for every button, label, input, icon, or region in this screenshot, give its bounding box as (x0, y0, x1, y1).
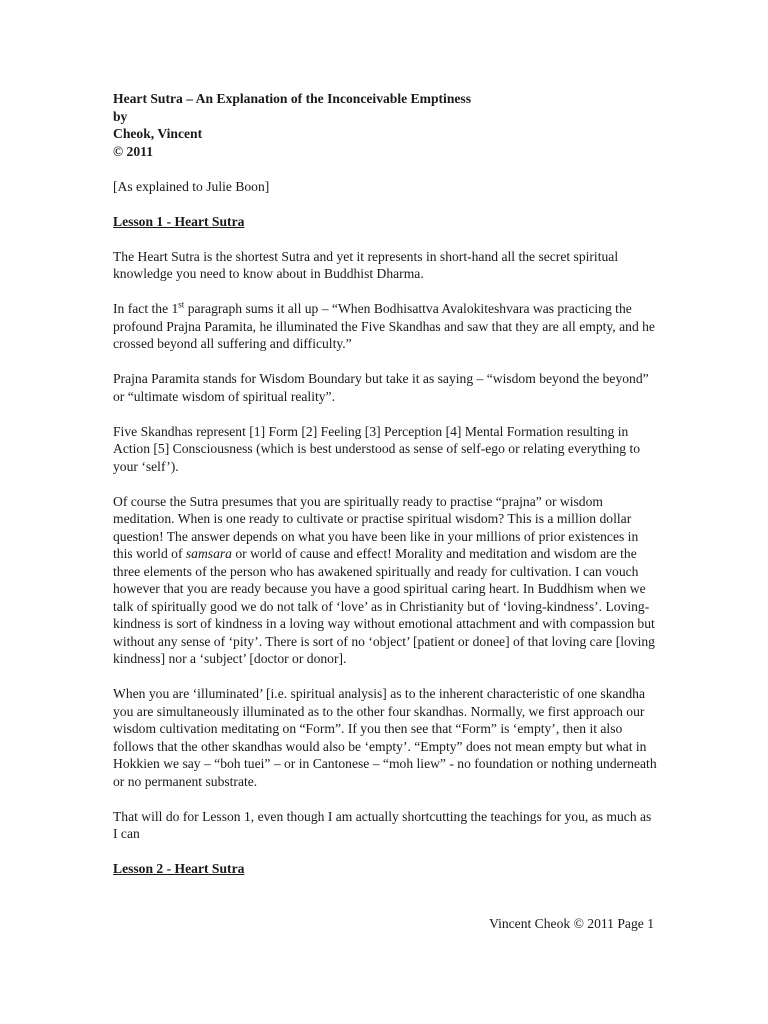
paragraph-2 (113, 300, 658, 353)
paragraph-6: When you are ‘illuminated’ [i.e. spiritual analysis] as to the inherent characteristic of one skandha you are simultaneously illuminated as to the other four skandhas. Normally, we first approach our wisdom cultivation meditating on “Form”. If you then see that “Form” is ‘empty’, then it also follows that the other skandhas would also be ‘empty’. “Empty” does not mean empty but what in Hokkien we say – “boh tuei” – or in Cantonese – “moh liew” - no foundation or nothing underneath or no permanent substrate. (113, 686, 657, 789)
paragraph-5-part-b: or world of cause and effect! Morality and meditation and wisdom are the three elements of the person who has awakened spiritually and ready for cultivation. I can vouch however that you are ready because you have a good spiritual caring heart. In Buddhism when we talk of spiritually good we do not talk of ‘love’ as in Christianity but of ‘loving-kindness’. Loving-kindness is sort of kindness in a loving way without emotional attachment and with compassion but without any sense of ‘pity’. There is sort of no ‘object’ [patient or donee] of that loving care [loving kindness] nor a ‘subject’ [doctor or donor]. (113, 546, 655, 666)
paragraph-5 (113, 493, 658, 668)
paragraph-2-pre: In fact the 1 (113, 301, 179, 316)
document-page (113, 90, 658, 878)
paragraph-2-post: paragraph sums it all up – “When Bodhisattva Avalokiteshvara was practicing the profound Prajna Paramita, he illuminated the Five Skandhas and saw that they are all empty, and he crossed beyond all suffering and difficulty.” (113, 301, 655, 351)
page-footer: Vincent Cheok © 2011 Page 1 (489, 916, 654, 931)
byline-by: by (113, 108, 128, 124)
paragraph-4: Five Skandhas represent [1] Form [2] Feeling [3] Perception [4] Mental Formation resulting in Action [5] Consciousness (which is best understood as sense of self-ego or relating everything to your ‘self’). (113, 423, 641, 474)
lesson-1-heading: Lesson 1 - Heart Sutra (113, 213, 245, 229)
dedication-note: [As explained to Julie Boon] (113, 178, 270, 194)
lesson-2-heading: Lesson 2 - Heart Sutra (113, 861, 245, 876)
author-name: Cheok, Vincent (113, 126, 203, 141)
paragraph-3: Prajna Paramita stands for Wisdom Boundary but take it as saying – “wisdom beyond the beyond” or “ultimate wisdom of spiritual reality”. (113, 371, 649, 404)
samsara-term: samsara (185, 546, 232, 561)
document-title: Heart Sutra – An Explanation of the Inconceivable Emptiness (113, 91, 471, 106)
paragraph-1: The Heart Sutra is the shortest Sutra and yet it represents in short-hand all the secret spiritual knowledge you need to know about in Buddhist Dharma. (113, 248, 619, 281)
paragraph-7: That will do for Lesson 1, even though I am actually shortcutting the teachings for you, as much as I can (113, 808, 652, 841)
superscript-st: st (178, 299, 185, 310)
paragraph-5-part-a: Of course the Sutra presumes that you are spiritually ready to practise “prajna” or wisdom meditation. When is one ready to cultivate or practise spiritual wisdom? This is a million dollar question! The answer depends on what you have been like in your millions of prior existences in this world of (113, 493, 639, 561)
copyright-line: © 2011 (113, 143, 153, 159)
